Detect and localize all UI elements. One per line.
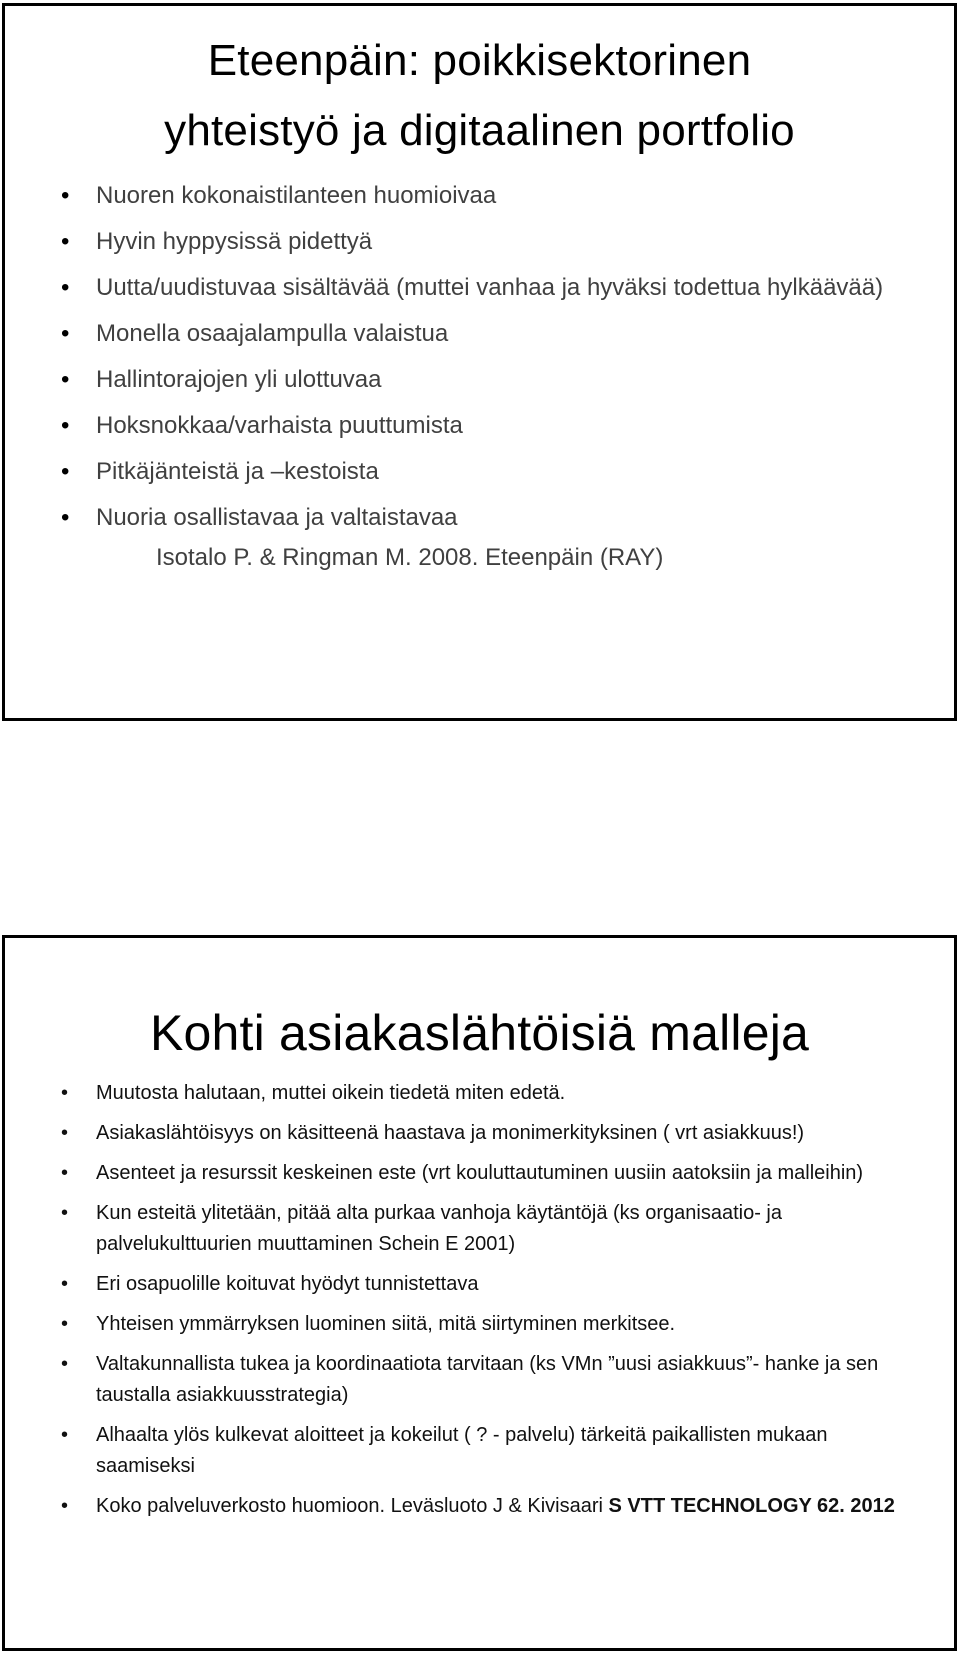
list-item: • Asiakaslähtöisyys on käsitteenä haastava ja monimerkityksinen ( vrt asiakkuus!) [5, 1118, 954, 1149]
citation: Isotalo P. & Ringman M. 2008. Eteenpäin (RAY) [156, 544, 664, 571]
slide-title [5, 6, 954, 166]
list-item: • Kun esteitä ylitetään, pitää alta purkaa vanhoja käytäntöjä (ks organisaatio- ja palvelukulttuurien muuttaminen Schein E 2001) [5, 1198, 954, 1260]
slide-asiakaslahtoisia-malleja [2, 935, 957, 1651]
bullet-icon: • [61, 1273, 69, 1295]
list-item: • Alhaalta ylös kulkevat aloitteet ja kokeilut ( ? - palvelu) tärkeitä paikallisten mukaan saamiseksi [5, 1420, 954, 1482]
bullet-icon: • [61, 182, 70, 209]
bullet-icon: • [61, 1162, 69, 1184]
list-item: • Yhteisen ymmärryksen luominen siitä, mitä siirtyminen merkitsee. [5, 1309, 954, 1340]
list-item: • Pitkäjänteistä ja –kestoista [5, 456, 954, 488]
list-item: • Muutosta halutaan, muttei oikein tiedetä miten edetä. [5, 1078, 954, 1109]
list-item: • Hoksnokkaa/varhaista puuttumista [5, 410, 954, 442]
title-line-2: yhteistyö ja digitaalinen portfolio [164, 106, 795, 155]
bullet-icon: • [61, 458, 70, 485]
list-item: • Nuoria osallistavaa ja valtaistavaa [5, 502, 954, 534]
bullet-icon: • [61, 274, 70, 301]
bullet-icon: • [61, 1353, 69, 1375]
bullet-icon: • [61, 504, 70, 531]
bullet-list [5, 1078, 954, 1522]
list-item: • Nuoren kokonaistilanteen huomioivaa [5, 180, 954, 212]
bullet-icon: • [61, 1122, 69, 1144]
list-item: • Hyvin hyppysissä pidettyä [5, 226, 954, 258]
bullet-list [5, 180, 954, 534]
list-item: • Hallintorajojen yli ulottuvaa [5, 364, 954, 396]
bullet-icon: • [61, 228, 70, 255]
bullet-icon: • [61, 366, 70, 393]
bullet-icon: • [61, 320, 70, 347]
bullet-icon: • [61, 1424, 69, 1446]
slide-title: Kohti asiakaslähtöisiä malleja [149, 1005, 810, 1061]
bullet-icon: • [61, 1202, 69, 1224]
list-item: • Valtakunnallista tukea ja koordinaatiota tarvitaan (ks VMn ”uusi asiakkuus”- hanke ja sen taustalla asiakkuusstrategia) [5, 1349, 954, 1411]
title-line-1: Eteenpäin: poikkisektorinen [207, 36, 752, 85]
reference-text: Koko palveluverkosto huomioon. Leväsluoto J & Kivisaari [96, 1495, 609, 1517]
bullet-icon: • [61, 1313, 69, 1335]
list-item [5, 1491, 954, 1522]
slide-eteenpain [2, 3, 957, 721]
list-item: • Monella osaajalampulla valaistua [5, 318, 954, 350]
list-item: • Asenteet ja resurssit keskeinen este (vrt kouluttautuminen uusiin aatoksiin ja malleihin) [5, 1158, 954, 1189]
bullet-icon: • [61, 412, 70, 439]
bullet-icon: • [61, 1082, 69, 1104]
list-item: • Eri osapuolille koituvat hyödyt tunnistettava [5, 1269, 954, 1300]
list-item: • Uutta/uudistuvaa sisältävää (muttei vanhaa ja hyväksi todettua hylkäävää) [5, 272, 954, 304]
bullet-icon: • [61, 1495, 69, 1517]
reference-source: S VTT TECHNOLOGY 62. 2012 [608, 1495, 895, 1517]
